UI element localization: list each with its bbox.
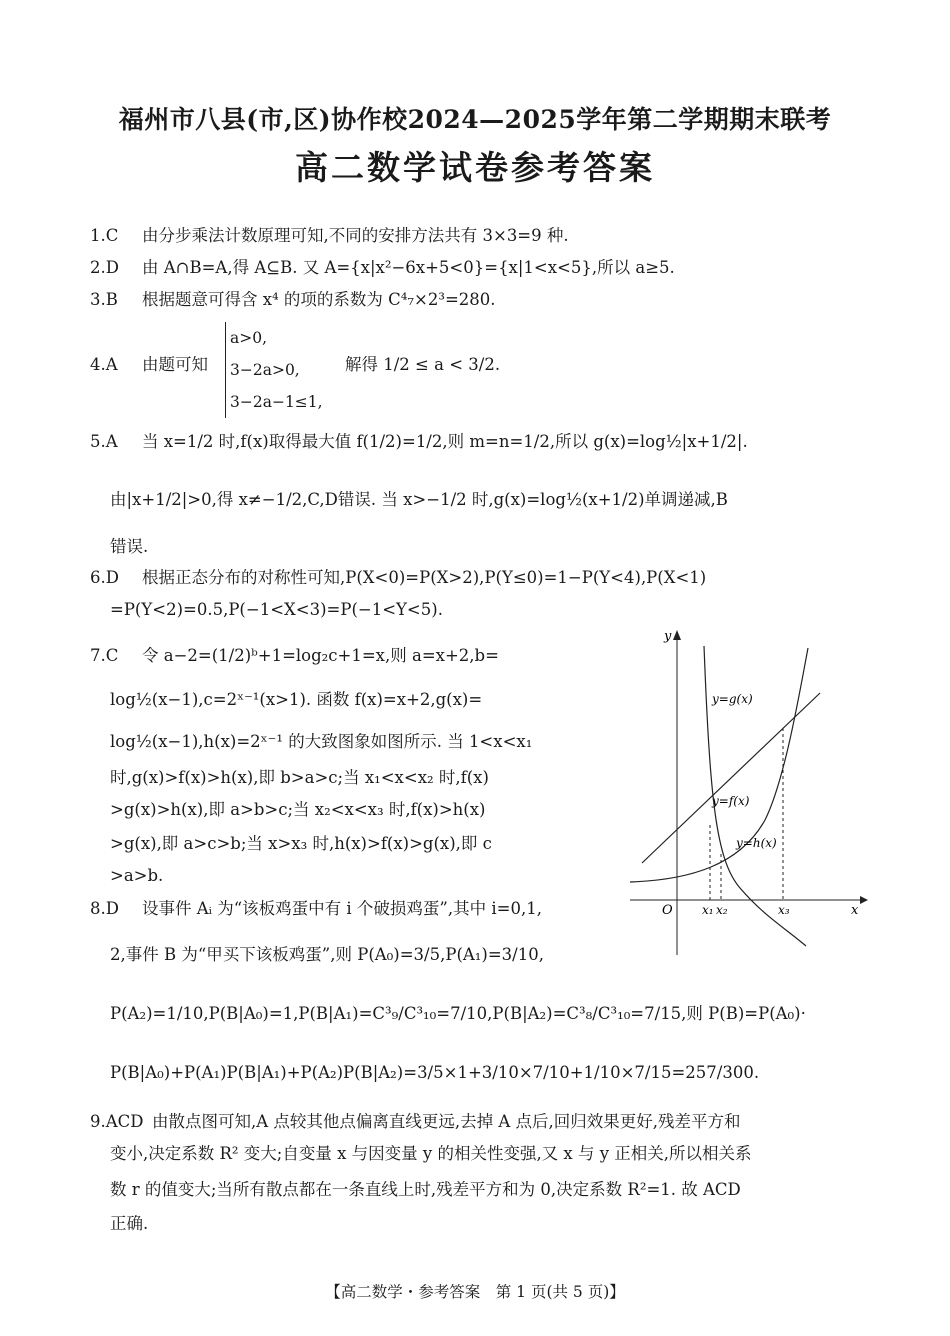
answer-text: 根据正态分布的对称性可知,P(X<0)=P(X>2),P(Y≤0)=1−P(Y<4),P(X<1) (142, 568, 707, 587)
tick-x3: x₃ (778, 903, 790, 917)
answer-item (90, 646, 499, 666)
answer-item (90, 290, 496, 310)
h-curve (630, 648, 808, 882)
answer-text: 当 x=1/2 时,f(x)取得最大值 f(1/2)=1/2,则 m=n=1/2,所以 g(x)=log½|x+1/2|. (142, 432, 748, 451)
answer-number: 5.A (90, 432, 118, 451)
system-row: 3−2a−1≤1, (230, 393, 323, 411)
answer-text: =P(Y<2)=0.5,P(−1<X<3)=P(−1<Y<5). (110, 600, 443, 619)
answer-item (90, 258, 675, 278)
answer-text: 数 r 的值变大;当所有散点都在一条直线上时,残差平方和为 0,决定系数 R²=1. 故 ACD (110, 1180, 741, 1199)
answer-text: 正确. (110, 1214, 149, 1233)
answer-text: log½(x−1),h(x)=2ˣ⁻¹ 的大致图象如图所示. 当 1<x<x₁ (110, 732, 533, 751)
answer-text: 设事件 Aᵢ 为“该板鸡蛋中有 i 个破损鸡蛋”,其中 i=0,1, (142, 899, 542, 918)
answer-number: 2.D (90, 258, 119, 277)
answer-text: 变小,决定系数 R² 变大;自变量 x 与因变量 y 的相关性变强,又 x 与 y 正相关,所以相关系 (110, 1144, 752, 1163)
answer-text: 令 a−2=(1/2)ᵇ+1=log₂c+1=x,则 a=x+2,b= (142, 646, 499, 665)
page-title: 高二数学试卷参考答案 (295, 148, 655, 187)
answer-number: 1.C (90, 226, 119, 245)
answer-text: 根据题意可得含 x⁴ 的项的系数为 C⁴₇×2³=280. (142, 290, 496, 309)
answer-text: 2,事件 B 为“甲买下该板鸡蛋”,则 P(A₀)=3/5,P(A₁)=3/10, (110, 945, 544, 964)
y-axis-arrow (673, 630, 681, 640)
f-curve (642, 693, 820, 863)
answer-item (90, 568, 706, 588)
function-graph (620, 620, 870, 960)
answer-text: 解得 1/2 ≤ a < 3/2. (345, 355, 501, 374)
answer-text: 由散点图可知,A 点较其他点偏离直线更远,去掉 A 点后,回归效果更好,残差平方和 (152, 1112, 741, 1131)
answer-text: 由|x+1/2|>0,得 x≠−1/2,C,D错误. 当 x>−1/2 时,g(x)=log½(x+1/2)单调递减,B (110, 490, 728, 509)
answer-item (90, 226, 569, 246)
answer-text: >a>b. (110, 866, 164, 885)
answer-number: 7.C (90, 646, 119, 665)
origin-label: O (662, 903, 673, 918)
answer-item (90, 1112, 741, 1132)
answer-item (90, 432, 748, 452)
answer-text: >g(x)>h(x),即 a>b>c;当 x₂<x<x₃ 时,f(x)>h(x) (110, 800, 486, 819)
tick-x2: x₂ (716, 903, 728, 917)
tick-x1: x₁ (702, 903, 714, 917)
answer-item (90, 899, 542, 919)
f-label: y=f(x) (712, 794, 750, 808)
x-axis-label: x (851, 903, 859, 918)
answer-number: 9.ACD (90, 1112, 144, 1131)
answer-text: P(A₂)=1/10,P(B|A₀)=1,P(B|A₁)=C³₉/C³₁₀=7/10,P(B|A₂)=C³₈/C³₁₀=7/15,则 P(B)=P(A₀)· (110, 1004, 806, 1023)
exam-header: 福州市八县(市,区)协作校2024—2025学年第二学期期末联考 (118, 105, 832, 134)
y-axis-label: y (664, 629, 672, 644)
page-footer: 【高二数学・参考答案 第 1 页(共 5 页)】 (325, 1283, 625, 1301)
x-axis-arrow (860, 896, 868, 904)
answer-item (90, 355, 208, 375)
system-row: a>0, (230, 329, 268, 347)
answer-text: P(B|A₀)+P(A₁)P(B|A₁)+P(A₂)P(B|A₂)=3/5×1+3/10×7/10+1/10×7/15=257/300. (110, 1063, 760, 1082)
inequality-system (225, 322, 323, 418)
system-row: 3−2a>0, (230, 361, 300, 379)
h-label: y=h(x) (736, 836, 777, 850)
answer-text: 错误. (110, 537, 149, 556)
answer-text: 由 A∩B=A,得 A⊆B. 又 A={x|x²−6x+5<0}={x|1<x<5},所以 a≥5. (142, 258, 675, 277)
answer-text: >g(x),即 a>c>b;当 x>x₃ 时,h(x)>f(x)>g(x),即 c (110, 834, 492, 853)
answer-text: 由分步乘法计数原理可知,不同的安排方法共有 3×3=9 种. (142, 226, 569, 245)
answer-number: 8.D (90, 899, 119, 918)
g-label: y=g(x) (712, 692, 753, 706)
answer-text: log½(x−1),c=2ˣ⁻¹(x>1). 函数 f(x)=x+2,g(x)= (110, 690, 483, 709)
answer-text: 时,g(x)>f(x)>h(x),即 b>a>c;当 x₁<x<x₂ 时,f(x) (110, 768, 489, 787)
answer-number: 3.B (90, 290, 118, 309)
answer-number: 4.A (90, 355, 118, 374)
answer-text: 由题可知 (142, 355, 208, 374)
answer-number: 6.D (90, 568, 119, 587)
